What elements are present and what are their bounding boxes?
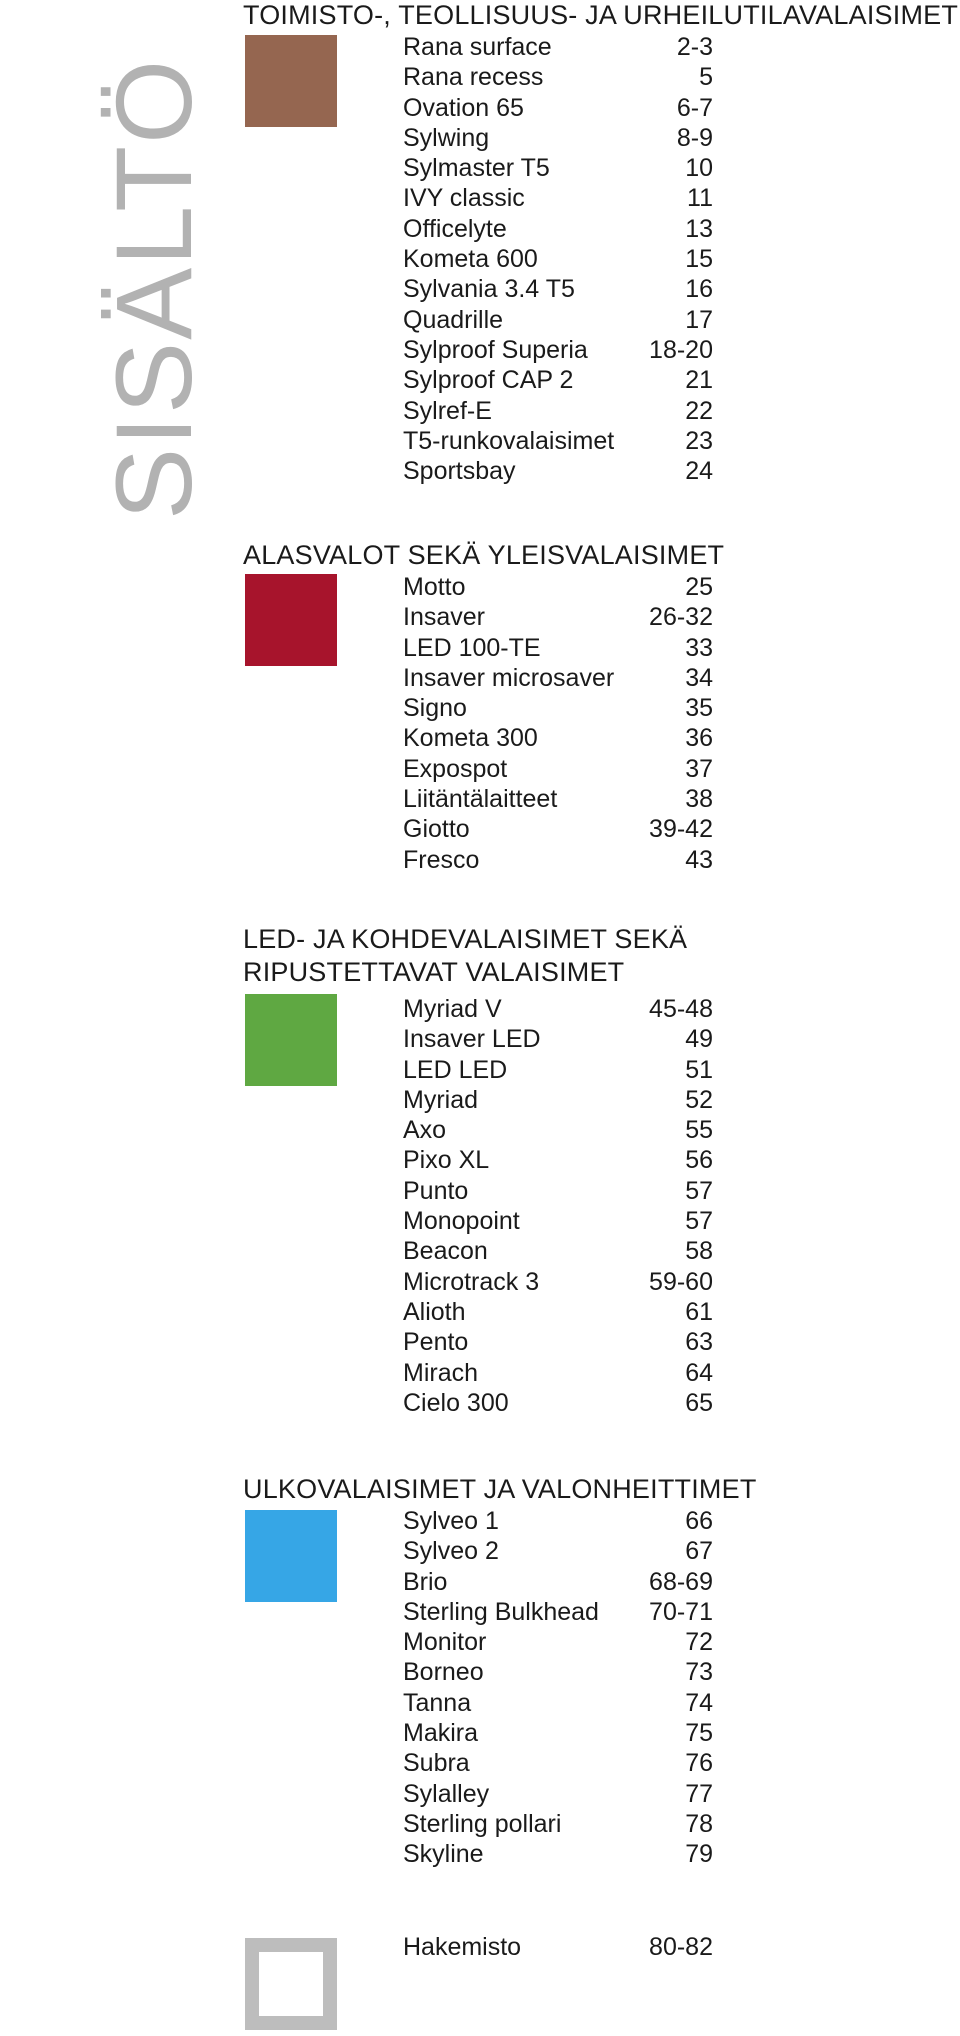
- entry-name: T5-runkovalaisimet: [403, 426, 615, 455]
- entry-name: Kometa 600: [403, 245, 538, 274]
- toc-entry[interactable]: [403, 723, 713, 753]
- entry-page: 34: [685, 663, 713, 692]
- entry-list: [403, 994, 713, 1418]
- entry-page: 2-3: [676, 33, 713, 61]
- entry-page: 70-71: [649, 1597, 713, 1626]
- entry-page: 43: [685, 845, 713, 874]
- entry-name: Motto: [403, 573, 466, 601]
- toc-entry[interactable]: [403, 62, 713, 92]
- toc-entry[interactable]: [403, 1236, 713, 1266]
- entry-page: 52: [685, 1085, 713, 1114]
- color-swatch: [245, 1510, 337, 1602]
- entry-page: 15: [685, 245, 713, 274]
- section-title: [243, 923, 960, 989]
- entry-name: Insaver: [403, 603, 485, 632]
- section-outdoor-floodlights: [243, 1473, 960, 1870]
- entry-name: Insaver microsaver: [403, 663, 615, 692]
- toc-entry[interactable]: [403, 693, 713, 723]
- toc-entry[interactable]: [403, 1809, 713, 1839]
- entry-name: Punto: [403, 1176, 469, 1205]
- toc-entry[interactable]: [403, 183, 713, 213]
- entry-name: Sylmaster T5: [403, 154, 550, 183]
- entry-name: Rana recess: [403, 63, 544, 92]
- entry-page: 74: [685, 1688, 713, 1717]
- toc-entry[interactable]: [403, 1839, 713, 1869]
- entry-page: 65: [685, 1388, 713, 1417]
- side-title: SISÄLTÖ: [93, 57, 214, 520]
- toc-entry[interactable]: [403, 994, 713, 1024]
- entry-name: Monitor: [403, 1628, 487, 1657]
- entry-list: [403, 1506, 713, 1870]
- color-swatch: [245, 994, 337, 1086]
- toc-entry[interactable]: [403, 426, 713, 456]
- toc-entry[interactable]: [403, 1779, 713, 1809]
- entry-name: Sylveo 1: [403, 1507, 499, 1535]
- entry-name: Sylref-E: [403, 396, 492, 425]
- entry-page: 26-32: [649, 603, 713, 632]
- entry-name: Myriad V: [403, 995, 502, 1023]
- entry-name: LED 100-TE: [403, 633, 541, 662]
- entry-page: 6-7: [676, 93, 713, 122]
- entry-name: Sylproof CAP 2: [403, 366, 574, 395]
- section-title-line: TOIMISTO-, TEOLLISUUS- JA URHEILUTILAVALAISIMET: [243, 0, 959, 30]
- entry-page: 79: [685, 1840, 713, 1869]
- toc-entry[interactable]: [403, 1506, 713, 1536]
- entry-name: Insaver LED: [403, 1025, 541, 1054]
- section-title: [243, 1473, 960, 1506]
- entry-page: 73: [685, 1658, 713, 1687]
- entry-page: 33: [685, 633, 713, 662]
- toc-entry[interactable]: [403, 572, 713, 602]
- entry-page: 13: [685, 214, 713, 243]
- section-downlights-general: [243, 539, 960, 875]
- toc-entry[interactable]: [403, 335, 713, 365]
- entry-name: Signo: [403, 694, 467, 723]
- toc-entry[interactable]: [403, 814, 713, 844]
- entry-name: Sylwing: [403, 123, 490, 152]
- entry-name: Mirach: [403, 1358, 479, 1387]
- entry-page: 18-20: [649, 335, 713, 364]
- toc-entry[interactable]: [403, 1567, 713, 1597]
- entry-name: Skyline: [403, 1840, 484, 1869]
- entry-name: Sylveo 2: [403, 1537, 499, 1566]
- toc-entry[interactable]: [403, 1688, 713, 1718]
- section-body: [243, 1506, 960, 1870]
- toc-entry[interactable]: [403, 1388, 713, 1418]
- section-led-spot-pendant: [243, 923, 960, 1418]
- section-office-industry-sports: [243, 0, 960, 486]
- entry-page: 21: [685, 366, 713, 395]
- entry-name: Subra: [403, 1749, 470, 1778]
- toc-entry[interactable]: [403, 32, 713, 62]
- entry-name: Axo: [403, 1116, 447, 1145]
- entry-name: Sylalley: [403, 1779, 490, 1808]
- entry-page: 51: [685, 1055, 713, 1084]
- toc-entry[interactable]: [403, 1206, 713, 1236]
- toc-entry[interactable]: [403, 456, 713, 486]
- toc-entry[interactable]: [403, 1145, 713, 1175]
- index-square-icon: [245, 1938, 337, 2030]
- toc-entry[interactable]: [403, 754, 713, 784]
- section-body: [243, 32, 960, 486]
- entry-page: 77: [685, 1779, 713, 1808]
- entry-page: 36: [685, 724, 713, 753]
- toc-entry[interactable]: [403, 633, 713, 663]
- entry-list: [403, 1932, 713, 1962]
- entry-name: Beacon: [403, 1237, 488, 1266]
- toc-entry[interactable]: [403, 396, 713, 426]
- entry-name: Officelyte: [403, 214, 507, 243]
- toc-entry[interactable]: [403, 365, 713, 395]
- toc-entry[interactable]: [403, 1176, 713, 1206]
- entry-name: Microtrack 3: [403, 1267, 540, 1296]
- toc-entry[interactable]: [403, 784, 713, 814]
- entry-page: 64: [685, 1358, 713, 1387]
- toc-entry[interactable]: [403, 1115, 713, 1145]
- entry-name: Hakemisto: [403, 1933, 522, 1961]
- section-title-line: LED- JA KOHDEVALAISIMET SEKÄ: [243, 924, 688, 954]
- entry-name: Cielo 300: [403, 1388, 509, 1417]
- entry-page: 37: [685, 754, 713, 783]
- entry-name: Pento: [403, 1328, 469, 1357]
- entry-name: Makira: [403, 1719, 479, 1748]
- toc-entry[interactable]: [403, 1536, 713, 1566]
- toc-entry[interactable]: [403, 123, 713, 153]
- section-title: [243, 0, 960, 32]
- entry-name: Kometa 300: [403, 724, 538, 753]
- entry-page: 68-69: [649, 1567, 713, 1596]
- entry-page: 57: [685, 1176, 713, 1205]
- entry-page: 16: [685, 275, 713, 304]
- section-body: [243, 572, 960, 875]
- section-body: [243, 994, 960, 1418]
- entry-page: 23: [685, 426, 713, 455]
- section-title: [243, 539, 960, 572]
- entry-page: 66: [685, 1507, 713, 1535]
- toc-entry[interactable]: [403, 274, 713, 304]
- entry-name: Brio: [403, 1567, 448, 1596]
- entry-page: 78: [685, 1809, 713, 1838]
- entry-page: 58: [685, 1237, 713, 1266]
- entry-page: 24: [685, 457, 713, 486]
- entry-page: 49: [685, 1025, 713, 1054]
- toc-entry[interactable]: [403, 1597, 713, 1627]
- entry-page: 55: [685, 1116, 713, 1145]
- entry-name: Tanna: [403, 1688, 472, 1717]
- entry-page: 45-48: [649, 995, 713, 1023]
- entry-name: Giotto: [403, 815, 470, 844]
- toc-entry[interactable]: [403, 663, 713, 693]
- entry-name: Sportsbay: [403, 457, 516, 486]
- entry-page: 59-60: [649, 1267, 713, 1296]
- entry-name: Alioth: [403, 1297, 466, 1326]
- entry-list: [403, 32, 713, 486]
- entry-name: Rana surface: [403, 33, 552, 61]
- toc-entry[interactable]: [403, 214, 713, 244]
- entry-name: Sterling Bulkhead: [403, 1597, 599, 1626]
- entry-page: 11: [687, 184, 713, 213]
- toc-entry[interactable]: [403, 602, 713, 632]
- toc-entry[interactable]: [403, 1748, 713, 1778]
- entry-page: 25: [685, 573, 713, 601]
- toc-entry[interactable]: [403, 1024, 713, 1054]
- toc-entry[interactable]: [403, 153, 713, 183]
- entry-name: Borneo: [403, 1658, 484, 1687]
- entry-page: 38: [685, 785, 713, 814]
- entry-page: 76: [685, 1749, 713, 1778]
- entry-name: Sterling pollari: [403, 1809, 562, 1838]
- toc-entry[interactable]: [403, 1085, 713, 1115]
- entry-name: Pixo XL: [403, 1146, 490, 1175]
- entry-name: Fresco: [403, 845, 480, 874]
- entry-name: Expospot: [403, 754, 508, 783]
- entry-name: Quadrille: [403, 305, 504, 334]
- entry-page: 57: [685, 1207, 713, 1236]
- entry-page: 22: [685, 396, 713, 425]
- toc-entry[interactable]: [403, 1358, 713, 1388]
- entry-page: 5: [699, 63, 713, 92]
- entry-page: 17: [685, 305, 713, 334]
- entry-page: 35: [685, 694, 713, 723]
- entry-page: 56: [685, 1146, 713, 1175]
- entry-page: 67: [685, 1537, 713, 1566]
- toc-entry[interactable]: [403, 1657, 713, 1687]
- toc-entry[interactable]: [403, 93, 713, 123]
- color-swatch: [245, 574, 337, 666]
- entry-page: 61: [685, 1297, 713, 1326]
- entry-page: 8-9: [676, 123, 713, 152]
- toc-entry[interactable]: [403, 845, 713, 875]
- toc-entry[interactable]: [403, 1297, 713, 1327]
- toc-entry[interactable]: [403, 1932, 713, 1962]
- section-body: [243, 1932, 960, 1962]
- section-title-line: ALASVALOT SEKÄ YLEISVALAISIMET: [243, 540, 725, 570]
- toc-entry[interactable]: [403, 1055, 713, 1085]
- entry-name: Sylproof Superia: [403, 335, 588, 364]
- entry-page: 10: [685, 154, 713, 183]
- entry-name: Liitäntälaitteet: [403, 785, 558, 814]
- entry-page: 80-82: [649, 1933, 713, 1961]
- toc-entry[interactable]: [403, 305, 713, 335]
- section-index: [243, 1932, 960, 1962]
- entry-name: IVY classic: [403, 184, 525, 213]
- toc-entry[interactable]: [403, 1718, 713, 1748]
- entry-page: 75: [685, 1719, 713, 1748]
- section-title-line: RIPUSTETTAVAT VALAISIMET: [243, 957, 625, 987]
- entry-page: 63: [685, 1328, 713, 1357]
- entry-name: Myriad: [403, 1085, 479, 1114]
- section-title-line: ULKOVALAISIMET JA VALONHEITTIMET: [243, 1474, 757, 1504]
- entry-page: 72: [685, 1628, 713, 1657]
- entry-name: Ovation 65: [403, 93, 524, 122]
- toc-entry[interactable]: [403, 1327, 713, 1357]
- entry-name: Sylvania 3.4 T5: [403, 275, 575, 304]
- entry-page: 39-42: [649, 815, 713, 844]
- toc-entry[interactable]: [403, 244, 713, 274]
- toc-entry[interactable]: [403, 1267, 713, 1297]
- entry-name: Monopoint: [403, 1207, 520, 1236]
- toc-entry[interactable]: [403, 1627, 713, 1657]
- color-swatch: [245, 35, 337, 127]
- entry-list: [403, 572, 713, 875]
- entry-name: LED LED: [403, 1055, 508, 1084]
